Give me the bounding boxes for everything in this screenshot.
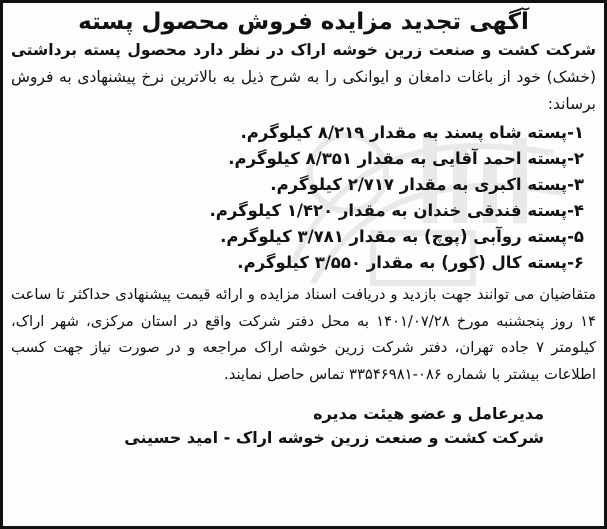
item-text: پسته احمد آقایی به مقدار ۸/۳۵۱ کیلوگرم. — [228, 149, 568, 168]
item-number: ۶- — [567, 253, 584, 272]
item-text: پسته روآبی (پوچ) به مقدار ۳/۷۸۱ کیلوگرم. — [220, 227, 568, 246]
item-text: پسته اکبری به مقدار ۲/۷۱۷ کیلوگرم. — [270, 175, 568, 194]
ad-content — [11, 7, 596, 526]
item-number: ۴- — [567, 201, 584, 220]
list-item — [11, 146, 584, 172]
list-item — [11, 198, 584, 224]
ad-intro — [11, 37, 596, 118]
item-number: ۵- — [567, 227, 584, 246]
ad-title: آگهی تجدید مزایده فروش محصول پسته — [78, 9, 529, 35]
item-text: پسته شاه پسند به مقدار ۸/۲۱۹ کیلوگرم. — [240, 123, 568, 142]
ad-body: متقاضیان می توانند جهت بازدید و دریافت اسناد مزایده و ارائه قیمت پیشنهادی حداکثر تا ساعت ۱۴ روز پنجشنبه مورخ ۱۴۰۱/۰۷/۲۸ به محل دفتر شرکت واقع در استان مرکزی، شهر اراک، کیلومتر ۷ جاده تهران، دفتر شرکت زرین خوشه اراک مراجعه و در صورت نیاز جهت کسب اطلاعات بیشتر با شماره ۰۸۶-۳۳۵۴۶۹۸۱ تماس حاصل نمایند. — [11, 286, 596, 383]
signature-title: مدیرعامل و عضو هیئت مدیره — [313, 404, 544, 423]
list-item — [11, 120, 584, 146]
intro-first-line: شرکت کشت و صنعت زرین خوشه اراک در نظر دارد محصول پسته برداشتی — [11, 41, 596, 59]
signature-block — [11, 402, 596, 450]
item-number: ۱- — [567, 123, 584, 142]
list-item — [11, 224, 584, 250]
item-number: ۳- — [567, 175, 584, 194]
item-text: پسته کال (کور) به مقدار ۳/۵۵۰ کیلوگرم. — [237, 253, 568, 272]
list-item — [11, 172, 584, 198]
list-item — [11, 250, 584, 276]
intro-rest: (خشک) خود از باغات دامغان و ایوانکی را به شرح ذیل به بالاترین نرخ پیشنهادی به فروش برساند: — [11, 68, 596, 113]
product-list — [11, 120, 596, 276]
signature-name: شرکت کشت و صنعت زرین خوشه اراک - امید حسینی — [124, 428, 544, 447]
item-number: ۲- — [567, 149, 584, 168]
item-text: پسته فندقی خندان به مقدار ۱/۴۲۰ کیلوگرم. — [209, 201, 568, 220]
